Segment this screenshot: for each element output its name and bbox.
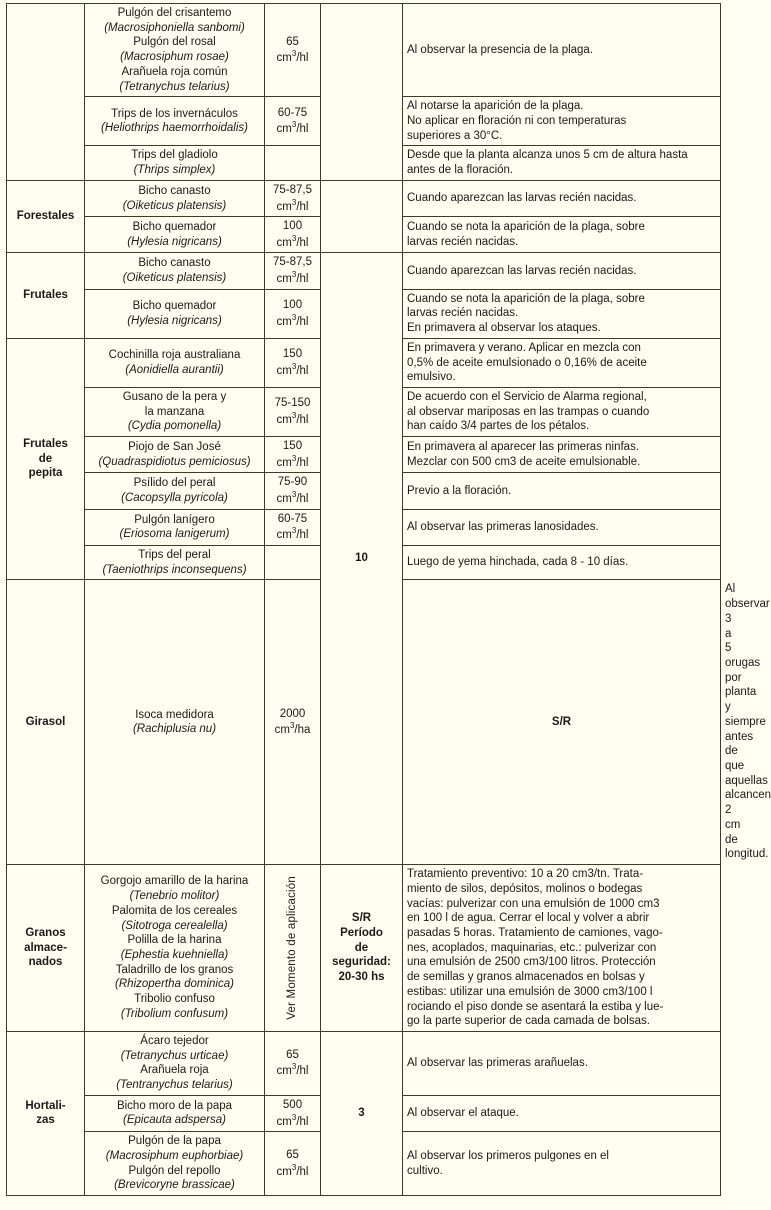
observation-line: emulsivo. bbox=[407, 371, 456, 384]
dose-unit: $cm^3/hl$ bbox=[276, 362, 309, 377]
observation-line: Cuando se nota la aparición de la plaga, sobre bbox=[407, 221, 645, 234]
pest-scientific-name: (Aonidiella aurantii) bbox=[125, 363, 224, 376]
observation-line: Tratamiento preventivo: 10 a 20 cm3/tn. Trata- bbox=[407, 868, 644, 881]
pest-scientific-name: (Taeniothrips inconsequens) bbox=[102, 563, 247, 576]
pest-common-name: Pulgón lanígero bbox=[134, 513, 215, 526]
pest-dose-table bbox=[6, 3, 771, 1196]
pest-scientific-name: (Hylesia nigricans) bbox=[127, 235, 222, 248]
pest-common-name: Taladrillo de los granos bbox=[115, 963, 234, 976]
dose-unit: $cm^3/hl$ bbox=[276, 1062, 309, 1078]
dose-value: 65 bbox=[286, 1048, 299, 1061]
pest-common-name: Isoca medidora bbox=[135, 708, 214, 721]
pest-common-name: la manzana bbox=[144, 405, 205, 418]
observation-line: superiores a 30°C. bbox=[407, 129, 503, 142]
pest-scientific-name: (Tetranychus telarius) bbox=[119, 80, 230, 93]
pest-scientific-name: (Oiketicus platensis) bbox=[122, 272, 227, 285]
observation-line: larvas recién nacidas. bbox=[407, 235, 519, 248]
pest-cell bbox=[85, 180, 265, 216]
dose-value: 75-87,5 bbox=[272, 256, 312, 269]
observation-line: Mezclar con 500 cm3 de aceite emulsionable. bbox=[407, 455, 641, 468]
pest-cell bbox=[85, 338, 265, 387]
observations-cell: Cuando aparezcan las larvas recién nacidas. bbox=[403, 253, 721, 289]
observations-cell: Cuando aparezcan las larvas recién nacidas. bbox=[403, 180, 721, 216]
dose-unit: $cm^3/hl$ bbox=[276, 312, 309, 328]
document-page bbox=[0, 3, 771, 1210]
crop-label-line: pepita bbox=[28, 467, 63, 480]
dose-cell bbox=[265, 338, 321, 387]
dose-unit: $cm^3/hl$ bbox=[276, 49, 309, 65]
observation-line: al observar mariposas en las trampas o cuando bbox=[407, 405, 650, 418]
observation-line: pasadas 5 horas. Tratamiento de camiones, vago- bbox=[407, 926, 663, 939]
dose-cell bbox=[265, 545, 321, 579]
observations-cell: Al observar el ataque. bbox=[403, 1095, 721, 1131]
dose-value: 60-75 bbox=[277, 512, 308, 525]
dose-unit: $cm^3/hl$ bbox=[276, 526, 309, 542]
pest-scientific-name: (Epicauta adspersa) bbox=[123, 1114, 226, 1127]
pest-common-name: Trips de los invernáculos bbox=[111, 107, 238, 120]
moment-line: 20-30 hs bbox=[338, 971, 385, 984]
dose-value: 65 bbox=[286, 35, 299, 48]
dose-unit: $cm^3/hl$ bbox=[276, 411, 309, 426]
pest-cell bbox=[85, 388, 265, 437]
pest-cell bbox=[85, 1132, 265, 1196]
observation-line: estibas: utilizar una emulsión de 3000 cm3/100 l bbox=[407, 985, 653, 998]
crop-cell-frutales: Frutales bbox=[7, 253, 85, 338]
dose-cell bbox=[265, 1132, 321, 1196]
pest-scientific-name: (Quadraspidiotus pemiciosus) bbox=[98, 455, 251, 468]
dose-unit: $cm^3/hl$ bbox=[276, 490, 309, 505]
table-row bbox=[7, 180, 721, 216]
pest-common-name: Palomita de los cereales bbox=[111, 904, 238, 917]
pest-common-name: Trips del peral bbox=[138, 548, 211, 561]
crop-label-line: Frutales bbox=[23, 438, 68, 451]
moment-line: de bbox=[354, 941, 369, 954]
observation-line: go la parte superior de cada camada de bolsas. bbox=[407, 1015, 650, 1028]
dose-cell bbox=[265, 253, 321, 289]
crop-label-line: Hortali- bbox=[25, 1099, 66, 1112]
pest-common-name: Bicho moro de la papa bbox=[116, 1099, 233, 1112]
dose-value: 100 bbox=[282, 220, 303, 233]
observations-cell bbox=[403, 289, 721, 338]
dose-cell bbox=[265, 1095, 321, 1131]
pest-common-name: Ácaro tejedor bbox=[140, 1034, 209, 1047]
dose-value: 60-75 bbox=[277, 106, 308, 119]
dose-cell-vertical-note bbox=[265, 865, 321, 1032]
crop-cell-hortalizas bbox=[7, 1031, 85, 1195]
pest-scientific-name: (Sitotroga cerealella) bbox=[121, 919, 228, 932]
moment-cell-3: 3 bbox=[321, 1031, 403, 1195]
pest-scientific-name: (Macrosiphum rosae) bbox=[120, 51, 229, 64]
dose-cell bbox=[265, 289, 321, 338]
observations-cell bbox=[403, 1132, 721, 1196]
moment-vertical-label: Ver Momento de aplicación bbox=[286, 876, 299, 1020]
dose-cell bbox=[265, 437, 321, 473]
dose-unit: $cm^3/ha$ bbox=[274, 721, 311, 737]
pest-scientific-name: (Cydia pomonella) bbox=[127, 420, 222, 433]
pest-scientific-name: (Rachiplusia nu) bbox=[132, 723, 217, 736]
moment-cell-granos bbox=[321, 865, 403, 1032]
pest-common-name: Psílido del peral bbox=[133, 477, 216, 490]
table-row bbox=[7, 865, 721, 1032]
pest-cell bbox=[85, 545, 265, 579]
dose-cell bbox=[265, 509, 321, 545]
pest-common-name: Piojo de San José bbox=[128, 441, 221, 454]
dose-unit: $cm^3/hl$ bbox=[276, 453, 309, 469]
dose-unit: $cm^3/hl$ bbox=[276, 1162, 309, 1178]
observations-cell bbox=[403, 338, 721, 387]
observations-cell: Al observar las primeras lanosidades. bbox=[403, 509, 721, 545]
pest-common-name: Arañuela roja común bbox=[121, 65, 228, 78]
observation-line: En primavera al aparecer las primeras ninfas. bbox=[407, 441, 640, 454]
moment-cell-10: 10 bbox=[321, 253, 403, 865]
pest-scientific-name: (Macrosiphum euphorbiae) bbox=[105, 1149, 244, 1162]
observation-line: una emulsión de 2500 cm3/100 litros. Protección bbox=[407, 956, 656, 969]
dose-value: 2000 bbox=[279, 707, 306, 720]
dose-unit: $cm^3/hl$ bbox=[276, 1112, 309, 1128]
pest-scientific-name: (Tetranychus urticae) bbox=[120, 1049, 229, 1062]
pest-scientific-name: (Hylesia nigricans) bbox=[127, 314, 222, 327]
pest-common-name: Pulgón de la papa bbox=[128, 1135, 221, 1148]
crop-label-line: nados bbox=[28, 956, 63, 969]
pest-common-name: Trips del gladiolo bbox=[131, 149, 218, 162]
pest-scientific-name: (Cacopsylla pyricola) bbox=[121, 492, 228, 505]
pest-cell bbox=[85, 865, 265, 1032]
dose-value: 150 bbox=[282, 348, 303, 361]
pest-scientific-name: (Macrosiphoniella sanbomi) bbox=[104, 21, 245, 34]
table-row bbox=[7, 4, 721, 97]
observations-cell: Previo a la floración. bbox=[403, 473, 721, 509]
dose-cell bbox=[265, 388, 321, 437]
pest-scientific-name: (Thrips simplex) bbox=[133, 164, 216, 177]
dose-cell bbox=[265, 180, 321, 216]
crop-cell-girasol: Girasol bbox=[7, 580, 85, 865]
pest-common-name: Pulgón del crisantemo bbox=[117, 7, 232, 19]
crop-label-line: zas bbox=[36, 1114, 55, 1127]
pest-cell bbox=[85, 289, 265, 338]
dose-cell bbox=[265, 580, 321, 865]
observation-line: De acuerdo con el Servicio de Alarma regional, bbox=[407, 391, 647, 404]
dose-cell bbox=[265, 1031, 321, 1095]
pest-cell bbox=[85, 580, 265, 865]
moment-line: Período bbox=[340, 926, 383, 939]
pest-common-name: Cochinilla roja australiana bbox=[108, 349, 241, 362]
observations-cell bbox=[403, 97, 721, 146]
pest-cell bbox=[85, 97, 265, 146]
observation-line: de semillas y granos almacenados en bolsas y bbox=[407, 971, 645, 984]
dose-unit: $cm^3/hl$ bbox=[276, 197, 309, 213]
table-row bbox=[7, 1031, 721, 1095]
observation-line: En primavera y verano. Aplicar en mezcla con bbox=[407, 341, 641, 354]
pest-common-name: Pulgón del rosal bbox=[133, 36, 216, 49]
pest-common-name: Bicho canasto bbox=[138, 184, 211, 197]
pest-cell bbox=[85, 4, 265, 97]
pest-scientific-name: (Oiketicus platensis) bbox=[122, 199, 227, 212]
pest-scientific-name: (Rhizopertha dominica) bbox=[115, 978, 234, 991]
moment-cell bbox=[321, 4, 403, 181]
observation-line: No aplicar en floración ni con temperaturas bbox=[407, 115, 627, 128]
pest-scientific-name: (Tribolium confusum) bbox=[120, 1007, 229, 1020]
table-row bbox=[7, 253, 721, 289]
pest-common-name: Pulgón del repollo bbox=[128, 1164, 221, 1177]
pest-scientific-name: (Brevicoryne brassicae) bbox=[114, 1179, 235, 1192]
dose-unit: $cm^3/hl$ bbox=[276, 270, 309, 285]
crop-cell-frutales-pepita bbox=[7, 338, 85, 580]
observation-line: Al observar los primeros pulgones en el bbox=[407, 1149, 609, 1162]
pest-cell bbox=[85, 1031, 265, 1095]
pest-common-name: Bicho quemador bbox=[132, 300, 217, 313]
dose-cell bbox=[265, 217, 321, 253]
dose-value: 75-150 bbox=[274, 397, 311, 410]
dose-value: 75-87,5 bbox=[272, 183, 312, 196]
pest-scientific-name: (Ephestia kuehniella) bbox=[120, 949, 229, 962]
crop-label-line: de bbox=[38, 452, 53, 465]
dose-unit: $cm^3/hl$ bbox=[276, 233, 309, 249]
observation-line: En primavera al observar los ataques. bbox=[407, 322, 601, 335]
pest-common-name: Polilla de la harina bbox=[127, 934, 222, 947]
dose-cell bbox=[265, 97, 321, 146]
table-row: Girasol Isoca medidora (Rachiplusia nu) 2000 $cm^3/ha$ S/R Al observar 3 a 5 orugas por planta y siempre antes de que aquellas alcancen 2 cm de longitud. bbox=[7, 580, 721, 865]
crop-label-line: Granos bbox=[25, 926, 66, 939]
pest-common-name: Gorgojo amarillo de la harina bbox=[100, 875, 249, 888]
pest-scientific-name: (Heliothrips haemorrhoidalis) bbox=[100, 122, 248, 135]
dose-value: 65 bbox=[286, 1148, 299, 1161]
moment-cell-sr: S/R bbox=[403, 580, 721, 865]
observation-line: Al notarse la aparición de la plaga. bbox=[407, 100, 584, 113]
dose-cell bbox=[265, 146, 321, 180]
observation-line: han caído 3/4 partes de los pétalos. bbox=[407, 420, 590, 433]
observations-cell bbox=[403, 388, 721, 437]
observations-cell: Al observar la presencia de la plaga. bbox=[403, 4, 721, 97]
observation-line: rociando el piso donde se asentará la estiba y lue- bbox=[407, 1000, 664, 1013]
crop-label-line: almace- bbox=[24, 941, 67, 954]
pest-common-name: Bicho canasto bbox=[138, 257, 211, 270]
pest-cell bbox=[85, 473, 265, 509]
dose-cell bbox=[265, 473, 321, 509]
dose-value: 500 bbox=[282, 1098, 303, 1111]
observation-line: cultivo. bbox=[407, 1164, 443, 1177]
pest-common-name: Gusano de la pera y bbox=[122, 391, 227, 404]
pest-cell bbox=[85, 509, 265, 545]
dose-value: 150 bbox=[282, 440, 303, 453]
pest-cell bbox=[85, 253, 265, 289]
observations-cell: Desde que la planta alcanza unos 5 cm de altura hasta antes de la floración. bbox=[403, 146, 721, 180]
observation-line: nes, acoplados, maquinarias, etc.: pulverizar con bbox=[407, 941, 657, 954]
moment-line: S/R bbox=[351, 912, 372, 925]
moment-line: seguridad: bbox=[332, 956, 391, 969]
dose-cell bbox=[265, 4, 321, 97]
crop-cell-granos-almacenados bbox=[7, 865, 85, 1032]
pest-cell bbox=[85, 437, 265, 473]
pest-cell bbox=[85, 1095, 265, 1131]
dose-value: 75-90 bbox=[277, 476, 308, 489]
pest-cell bbox=[85, 217, 265, 253]
crop-cell-ornamentals bbox=[7, 4, 85, 181]
pest-scientific-name: (Tenebrio molitor) bbox=[129, 890, 220, 903]
pest-common-name: Arañuela roja bbox=[140, 1064, 209, 1077]
observations-cell bbox=[403, 865, 721, 1032]
observation-line: 0,5% de aceite emulsionado o 0,16% de aceite bbox=[407, 356, 647, 369]
dose-unit: $cm^3/hl$ bbox=[276, 120, 309, 136]
moment-cell bbox=[321, 180, 403, 253]
observations-cell bbox=[403, 217, 721, 253]
observations-cell bbox=[403, 437, 721, 473]
observation-line: en 100 l de agua. Cerrar el local y volver a abrir bbox=[407, 912, 650, 925]
pest-common-name: Tribolio confuso bbox=[134, 993, 215, 1006]
observation-line: vacías: pulverizar con una emulsión de 1000 cm3 bbox=[407, 897, 660, 910]
pest-cell bbox=[85, 146, 265, 180]
observation-line: miento de silos, depósitos, molinos o bodegas bbox=[407, 882, 643, 895]
observation-line: larvas recién nacidas. bbox=[407, 307, 519, 320]
observations-cell: Luego de yema hinchada, cada 8 - 10 días. bbox=[403, 545, 721, 579]
crop-cell-forestales: Forestales bbox=[7, 180, 85, 253]
pest-common-name: Bicho quemador bbox=[132, 221, 217, 234]
observation-line: Cuando se nota la aparición de la plaga, sobre bbox=[407, 292, 645, 305]
dose-value: 100 bbox=[282, 299, 303, 312]
pest-scientific-name: (Eriosoma lanigerum) bbox=[119, 528, 230, 541]
pest-scientific-name: (Tentranychus telarius) bbox=[116, 1079, 233, 1092]
observations-cell: Al observar las primeras arañuelas. bbox=[403, 1031, 721, 1095]
